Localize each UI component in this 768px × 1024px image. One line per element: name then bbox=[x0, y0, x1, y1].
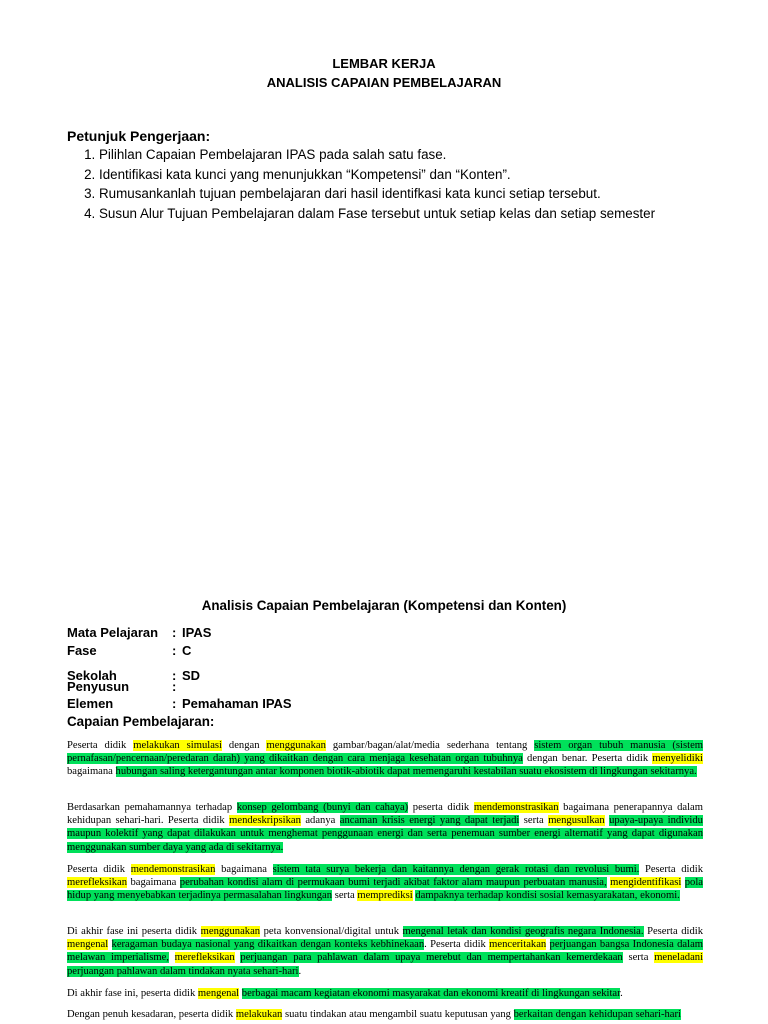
capaian-pembelajaran-label: Capaian Pembelajaran: bbox=[67, 714, 215, 729]
kompetensi-highlight: merefleksikan bbox=[67, 877, 128, 889]
paragraph-text: . Peserta didik bbox=[424, 939, 490, 951]
konten-highlight: perjuangan pahlawan dalam tindakan nyata sehari-hari bbox=[67, 965, 299, 977]
cp-paragraph bbox=[67, 925, 703, 978]
worksheet-subtitle: ANALISIS CAPAIAN PEMBELAJARAN bbox=[266, 75, 502, 90]
paragraph-text: Peserta didik bbox=[67, 864, 131, 875]
paragraph-text: Di akhir fase ini peserta didik bbox=[67, 926, 201, 937]
field-colon: : bbox=[172, 679, 177, 694]
field-mata-pelajaran bbox=[67, 625, 211, 640]
konten-highlight: berkaitan dengan kehidupan sehari-hari bbox=[513, 1009, 681, 1020]
field-label: Sekolah bbox=[67, 668, 117, 683]
instruction-item: 1. Pilihlan Capaian Pembelajaran IPAS pada salah satu fase. bbox=[99, 145, 655, 165]
kompetensi-highlight: mengidentifikasi bbox=[610, 877, 682, 889]
cp-paragraph bbox=[67, 801, 703, 854]
konten-highlight: dampaknya terhadap kondisi sosial kemasyarakatan, ekonomi. bbox=[415, 890, 680, 902]
konten-highlight: keragaman budaya nasional yang dikaitkan dengan konteks kebhinekaan bbox=[111, 939, 425, 951]
field-label: Mata Pelajaran bbox=[67, 625, 159, 640]
field-colon: : bbox=[172, 643, 177, 658]
instruction-item: 4. Susun Alur Tujuan Pembelajaran dalam Fase tersebut untuk setiap kelas dan setiap semester bbox=[99, 204, 655, 224]
field-penyusun bbox=[67, 679, 182, 694]
field-fase bbox=[67, 643, 191, 658]
field-value: Pemahaman IPAS bbox=[182, 696, 292, 711]
kompetensi-highlight: mengenal bbox=[197, 988, 240, 999]
instructions-list bbox=[67, 145, 655, 223]
paragraph-text: peta konvensional/digital untuk bbox=[260, 926, 403, 937]
field-colon: : bbox=[172, 696, 177, 711]
kompetensi-highlight: mengusulkan bbox=[548, 815, 605, 827]
paragraph-text: serta bbox=[622, 952, 655, 964]
kompetensi-highlight: mendemonstrasikan bbox=[130, 864, 216, 875]
analysis-title: Analisis Capaian Pembelajaran (Kompetensi dan Konten) bbox=[201, 598, 567, 613]
konten-highlight: upaya-upaya individu maupun kolektif yang dapat dilakukan untuk menghemat penggunaan energi dan serta penemuan sumber energi alternatif yang dapat digunakan menggunakan sumber daya yang ada di sekitarnya. bbox=[67, 815, 703, 853]
paragraph-text: Dengan penuh kesadaran, peserta didik bbox=[67, 1009, 236, 1020]
paragraph-text: Peserta didik bbox=[639, 864, 703, 875]
paragraph-text: Di akhir fase ini, peserta didik bbox=[67, 988, 198, 999]
field-colon: : bbox=[172, 668, 177, 683]
field-label: Fase bbox=[67, 643, 97, 658]
paragraph-text: suatu tindakan atau mengambil suatu keputusan yang bbox=[282, 1009, 514, 1020]
instruction-item: 3. Rumusankanlah tujuan pembelajaran dari hasil identifkasi kata kunci setiap tersebut. bbox=[99, 184, 655, 204]
instructions-heading: Petunjuk Pengerjaan: bbox=[67, 128, 211, 144]
paragraph-text: Peserta didik bbox=[643, 926, 703, 937]
konten-highlight: pola hidup yang menyebabkan terjadinya permasalahan lingkungan bbox=[67, 877, 703, 902]
paragraph-text: serta bbox=[332, 890, 358, 902]
paragraph-text: bagaimana bbox=[215, 864, 273, 875]
kompetensi-highlight: menggunakan bbox=[200, 926, 261, 937]
kompetensi-highlight: menyelidiki bbox=[652, 753, 703, 765]
konten-highlight: hubungan saling ketergantungan antar komponen biotik-abiotik dapat memengaruhi kestabilan suatu ekosistem di lingkungan sekitarnya. bbox=[115, 766, 697, 778]
kompetensi-highlight: mendemonstrasikan bbox=[473, 802, 559, 813]
konten-highlight: perjuangan bangsa Indonesia dalam melawan imperialisme, bbox=[67, 939, 704, 964]
kompetensi-highlight: merefleksikan bbox=[174, 952, 235, 964]
konten-highlight: sistem organ tubuh manusia (sistem pernafasan/pencernaan/peredaran darah) yang dikaitkan dengan cara menjaga kesehatan organ tubuhnya bbox=[67, 740, 704, 765]
field-colon: : bbox=[172, 625, 177, 640]
paragraph-text bbox=[169, 952, 175, 963]
konten-highlight: mengenal letak dan kondisi geografis negara Indonesia. bbox=[402, 926, 644, 937]
konten-highlight: berbagai macam kegiatan ekonomi masyarakat dan ekonomi kreatif di lingkungan sekitar bbox=[241, 988, 621, 999]
cp-paragraph bbox=[67, 1008, 703, 1021]
kompetensi-highlight: mengenal bbox=[67, 939, 109, 951]
paragraph-text: bagaimana bbox=[127, 877, 180, 889]
field-label: Penyusun bbox=[67, 679, 130, 694]
kompetensi-highlight: meneladani bbox=[654, 952, 704, 964]
field-value: SD bbox=[182, 668, 201, 683]
konten-highlight: konsep gelombang (bunyi dan cahaya) bbox=[236, 802, 409, 813]
paragraph-text: . bbox=[298, 965, 302, 977]
paragraph-text: bagaimana penerapannya dalam kehidupan sehari-hari. Peserta didik bbox=[67, 802, 703, 827]
instruction-item: 2. Identifikasi kata kunci yang menunjukkan “Kompetensi” dan “Konten”. bbox=[99, 165, 655, 185]
paragraph-text: serta bbox=[519, 815, 549, 827]
kompetensi-highlight: menggunakan bbox=[266, 740, 326, 751]
field-elemen bbox=[67, 696, 292, 711]
kompetensi-highlight: memprediksi bbox=[357, 890, 413, 902]
field-label: Elemen bbox=[67, 696, 114, 711]
cp-paragraph bbox=[67, 739, 703, 779]
cp-paragraph bbox=[67, 863, 703, 903]
field-value: IPAS bbox=[182, 625, 212, 640]
konten-highlight: perubahan kondisi alam di permukaan bumi terjadi akibat faktor alam maupun perbuatan manusia, bbox=[179, 877, 607, 889]
konten-highlight: perjuangan para pahlawan dalam upaya merebut dan mempertahankan kemerdekaan bbox=[240, 952, 623, 964]
konten-highlight: sistem tata surya bekerja dan kaitannya dengan gerak rotasi dan revolusi bumi. bbox=[272, 864, 640, 875]
kompetensi-highlight: menceritakan bbox=[489, 939, 547, 951]
kompetensi-highlight: mendeskripsikan bbox=[229, 815, 301, 827]
paragraph-text: bagaimana bbox=[67, 766, 116, 778]
paragraph-text: . bbox=[620, 988, 623, 999]
paragraph-text: dengan bbox=[221, 740, 267, 751]
paragraph-text: gambar/bagan/alat/media sederhana tentang bbox=[325, 740, 535, 751]
kompetensi-highlight: melakukan simulasi bbox=[133, 740, 222, 751]
worksheet-title: LEMBAR KERJA bbox=[332, 56, 436, 71]
paragraph-text: peserta didik bbox=[408, 802, 474, 813]
paragraph-text: adanya bbox=[300, 815, 340, 827]
paragraph-text: Peserta didik bbox=[67, 740, 134, 751]
konten-highlight: ancaman krisis energi yang dapat terjadi bbox=[339, 815, 520, 827]
field-value: C bbox=[182, 643, 192, 658]
paragraph-text: Berdasarkan pemahamannya terhadap bbox=[67, 802, 237, 813]
kompetensi-highlight: melakukan bbox=[235, 1009, 283, 1020]
cp-paragraph bbox=[67, 987, 703, 1000]
paragraph-text: dengan benar. Peserta didik bbox=[522, 753, 653, 765]
